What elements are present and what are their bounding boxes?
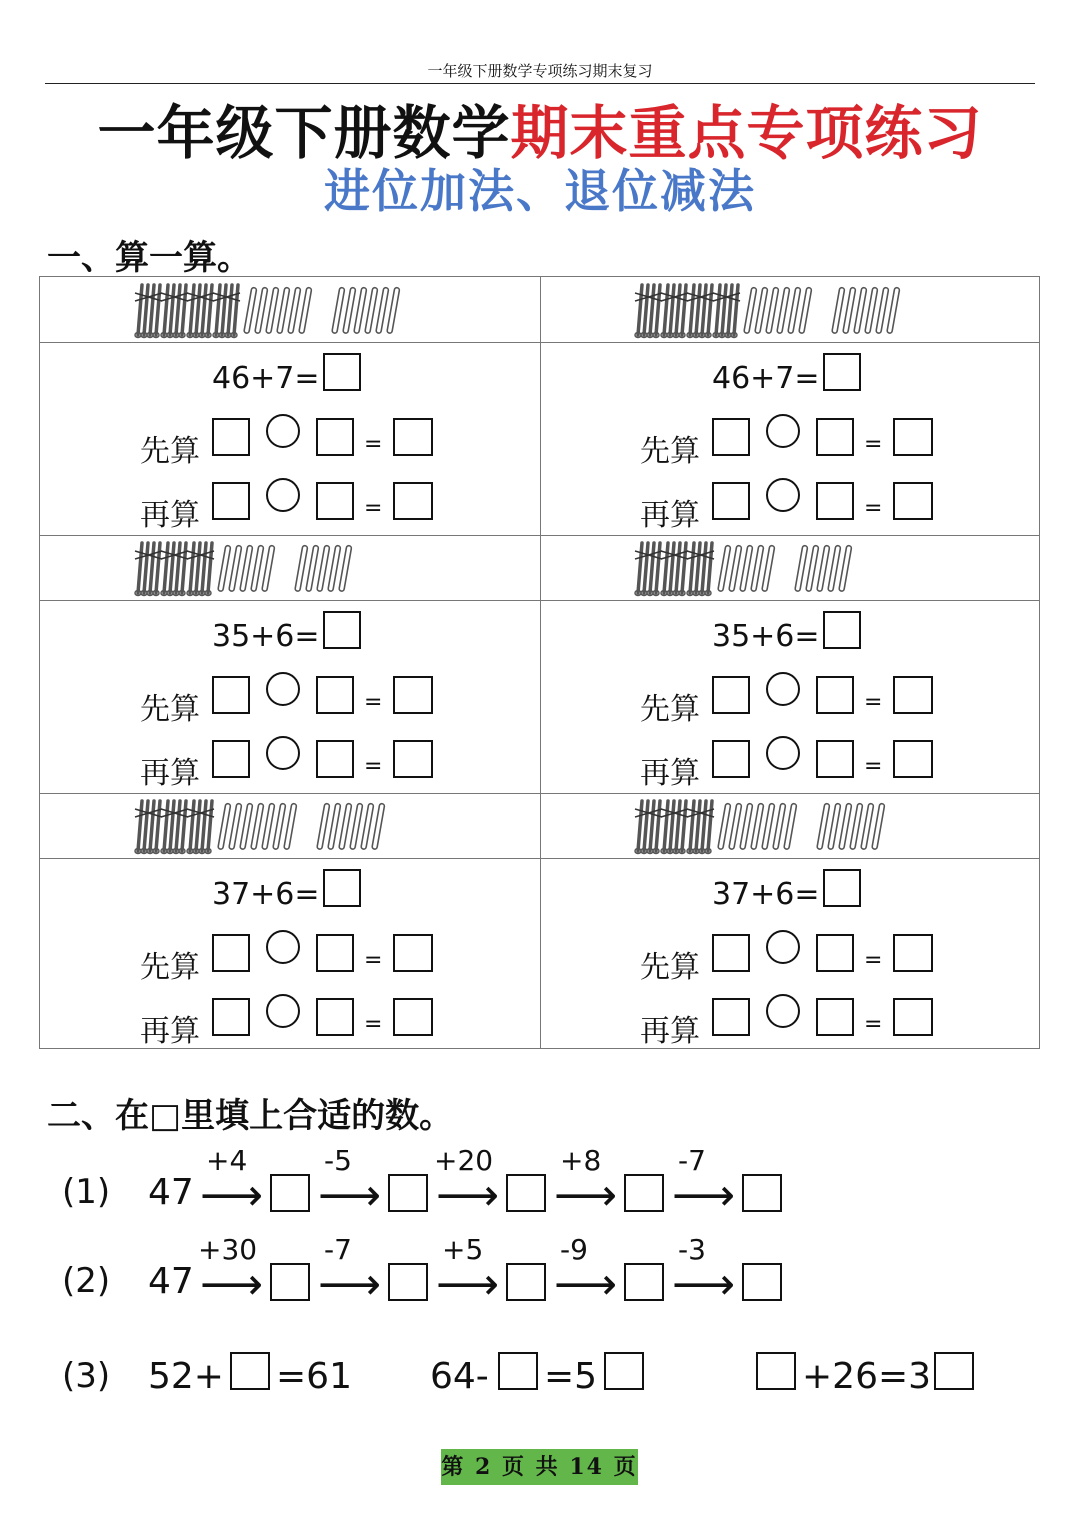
equals-sign: =: [364, 948, 383, 973]
sticks-picture: [630, 279, 930, 345]
answer-box[interactable]: [323, 611, 361, 649]
then-step-result-box[interactable]: [893, 740, 933, 778]
row3-c-digit-box[interactable]: [934, 1352, 974, 1390]
row2-answer-box[interactable]: [742, 1263, 782, 1301]
first-step-box[interactable]: [816, 934, 854, 972]
first-step-box[interactable]: [212, 676, 250, 714]
then-step-box[interactable]: [816, 998, 854, 1036]
then-step-label: 再算: [640, 756, 700, 791]
then-step-label: 再算: [140, 1014, 200, 1049]
first-step-result-box[interactable]: [893, 676, 933, 714]
row2-answer-box[interactable]: [624, 1263, 664, 1301]
equals-sign: =: [864, 432, 883, 457]
right-arrow-icon: ⟶: [672, 1259, 736, 1310]
first-step-box[interactable]: [212, 418, 250, 456]
then-step-operator-circle[interactable]: [266, 994, 300, 1028]
first-step-label: 先算: [640, 692, 700, 727]
first-step-box[interactable]: [212, 934, 250, 972]
row2-label: (2): [62, 1261, 111, 1301]
row2-answer-box[interactable]: [388, 1263, 428, 1301]
right-arrow-icon: ⟶: [436, 1170, 500, 1221]
row1-operation-label: -5: [324, 1144, 352, 1177]
row3-b-suffix: =5: [544, 1356, 598, 1397]
row1-answer-box[interactable]: [506, 1174, 546, 1212]
header-rule: [45, 83, 1035, 84]
first-step-box[interactable]: [316, 418, 354, 456]
first-step-box[interactable]: [712, 418, 750, 456]
first-step-result-box[interactable]: [893, 418, 933, 456]
then-step-result-box[interactable]: [393, 740, 433, 778]
first-step-label: 先算: [640, 950, 700, 985]
equals-sign: =: [864, 496, 883, 521]
equals-sign: =: [864, 754, 883, 779]
calc-grid: [39, 276, 1040, 1049]
right-arrow-icon: ⟶: [318, 1259, 382, 1310]
row2-operation-label: +5: [442, 1233, 484, 1266]
header-note: 一年级下册数学专项练习期末复习: [427, 62, 653, 80]
problem-expression: 35+6=: [712, 619, 820, 654]
page-subtitle: 进位加法、退位减法: [324, 164, 756, 218]
equals-sign: =: [364, 496, 383, 521]
equals-sign: =: [364, 754, 383, 779]
right-arrow-icon: ⟶: [318, 1170, 382, 1221]
row3-label: (3): [62, 1356, 111, 1396]
answer-box[interactable]: [323, 869, 361, 907]
then-step-box[interactable]: [816, 740, 854, 778]
then-step-box[interactable]: [712, 740, 750, 778]
first-step-box[interactable]: [712, 676, 750, 714]
then-step-box[interactable]: [212, 482, 250, 520]
answer-box[interactable]: [823, 611, 861, 649]
row1-label: (1): [62, 1172, 111, 1212]
row3-b-box[interactable]: [498, 1352, 538, 1390]
first-step-result-box[interactable]: [893, 934, 933, 972]
sticks-picture: [130, 795, 430, 861]
then-step-label: 再算: [640, 1014, 700, 1049]
problem-expression: 35+6=: [212, 619, 320, 654]
row1-answer-box[interactable]: [624, 1174, 664, 1212]
first-step-result-box[interactable]: [393, 934, 433, 972]
then-step-box[interactable]: [212, 998, 250, 1036]
first-step-box[interactable]: [316, 676, 354, 714]
then-step-box[interactable]: [712, 998, 750, 1036]
first-step-operator-circle[interactable]: [266, 930, 300, 964]
title-red: 期末重点专项练习: [510, 99, 983, 167]
answer-box[interactable]: [823, 353, 861, 391]
sticks-picture: [130, 537, 430, 603]
row1-start-number: 47: [148, 1172, 194, 1213]
right-arrow-icon: ⟶: [554, 1259, 618, 1310]
first-step-box[interactable]: [816, 418, 854, 456]
row3-c-box[interactable]: [756, 1352, 796, 1390]
first-step-operator-circle[interactable]: [766, 930, 800, 964]
then-step-label: 再算: [140, 498, 200, 533]
right-arrow-icon: ⟶: [554, 1170, 618, 1221]
first-step-box[interactable]: [316, 934, 354, 972]
row3-c-suffix: +26=3: [802, 1356, 932, 1397]
then-step-label: 再算: [640, 498, 700, 533]
page-number: 第 2 页 共 14 页: [441, 1449, 638, 1485]
row2-start-number: 47: [148, 1261, 194, 1302]
then-step-result-box[interactable]: [893, 482, 933, 520]
first-step-result-box[interactable]: [393, 418, 433, 456]
row2-answer-box[interactable]: [506, 1263, 546, 1301]
first-step-operator-circle[interactable]: [266, 414, 300, 448]
row2-operation-label: -3: [678, 1233, 706, 1266]
first-step-operator-circle[interactable]: [766, 672, 800, 706]
section1-heading: 一、算一算。: [47, 238, 251, 278]
then-step-box[interactable]: [316, 482, 354, 520]
row3-a-box[interactable]: [230, 1352, 270, 1390]
then-step-label: 再算: [140, 756, 200, 791]
row2-operation-label: -9: [560, 1233, 588, 1266]
row3-b-digit-box[interactable]: [604, 1352, 644, 1390]
then-step-result-box[interactable]: [393, 998, 433, 1036]
row1-operation-label: +8: [560, 1144, 602, 1177]
row2-operation-label: +30: [198, 1233, 258, 1266]
first-step-label: 先算: [640, 434, 700, 469]
then-step-operator-circle[interactable]: [766, 994, 800, 1028]
then-step-box[interactable]: [816, 482, 854, 520]
equals-sign: =: [864, 1012, 883, 1037]
row3-a-prefix: 52+: [148, 1356, 224, 1397]
row3-a-suffix: =61: [276, 1356, 352, 1397]
row2-answer-box[interactable]: [270, 1263, 310, 1301]
problem-expression: 46+7=: [712, 361, 820, 396]
then-step-box[interactable]: [316, 998, 354, 1036]
row1-operation-label: +4: [206, 1144, 248, 1177]
first-step-label: 先算: [140, 434, 200, 469]
row2-operation-label: -7: [324, 1233, 352, 1266]
first-step-label: 先算: [140, 692, 200, 727]
answer-box[interactable]: [323, 353, 361, 391]
section2-heading: 二、在□里填上合适的数。: [47, 1096, 454, 1136]
then-step-result-box[interactable]: [393, 482, 433, 520]
first-step-operator-circle[interactable]: [766, 414, 800, 448]
first-step-box[interactable]: [816, 676, 854, 714]
equals-sign: =: [364, 1012, 383, 1037]
then-step-result-box[interactable]: [893, 998, 933, 1036]
right-arrow-icon: ⟶: [436, 1259, 500, 1310]
problem-expression: 37+6=: [212, 877, 320, 912]
row1-answer-box[interactable]: [742, 1174, 782, 1212]
row1-operation-label: -7: [678, 1144, 706, 1177]
right-arrow-icon: ⟶: [672, 1170, 736, 1221]
equals-sign: =: [864, 690, 883, 715]
answer-box[interactable]: [823, 869, 861, 907]
equals-sign: =: [864, 948, 883, 973]
grid-line: [40, 793, 1039, 794]
then-step-box[interactable]: [712, 482, 750, 520]
right-arrow-icon: ⟶: [200, 1170, 264, 1221]
row3-b-prefix: 64-: [430, 1356, 489, 1397]
then-step-operator-circle[interactable]: [766, 478, 800, 512]
first-step-box[interactable]: [712, 934, 750, 972]
grid-divider: [540, 277, 541, 1048]
first-step-operator-circle[interactable]: [266, 672, 300, 706]
sticks-picture: [630, 537, 930, 603]
row1-operation-label: +20: [434, 1144, 494, 1177]
sticks-picture: [630, 795, 930, 861]
problem-expression: 46+7=: [212, 361, 320, 396]
then-step-box[interactable]: [316, 740, 354, 778]
equals-sign: =: [364, 432, 383, 457]
row1-answer-box[interactable]: [270, 1174, 310, 1212]
grid-line: [40, 535, 1039, 536]
then-step-operator-circle[interactable]: [266, 736, 300, 770]
then-step-operator-circle[interactable]: [266, 478, 300, 512]
equals-sign: =: [364, 690, 383, 715]
problem-expression: 37+6=: [712, 877, 820, 912]
first-step-result-box[interactable]: [393, 676, 433, 714]
first-step-label: 先算: [140, 950, 200, 985]
sticks-picture: [130, 279, 430, 345]
then-step-operator-circle[interactable]: [766, 736, 800, 770]
then-step-box[interactable]: [212, 740, 250, 778]
row1-answer-box[interactable]: [388, 1174, 428, 1212]
right-arrow-icon: ⟶: [200, 1259, 264, 1310]
title-black: 一年级下册数学: [97, 99, 511, 167]
